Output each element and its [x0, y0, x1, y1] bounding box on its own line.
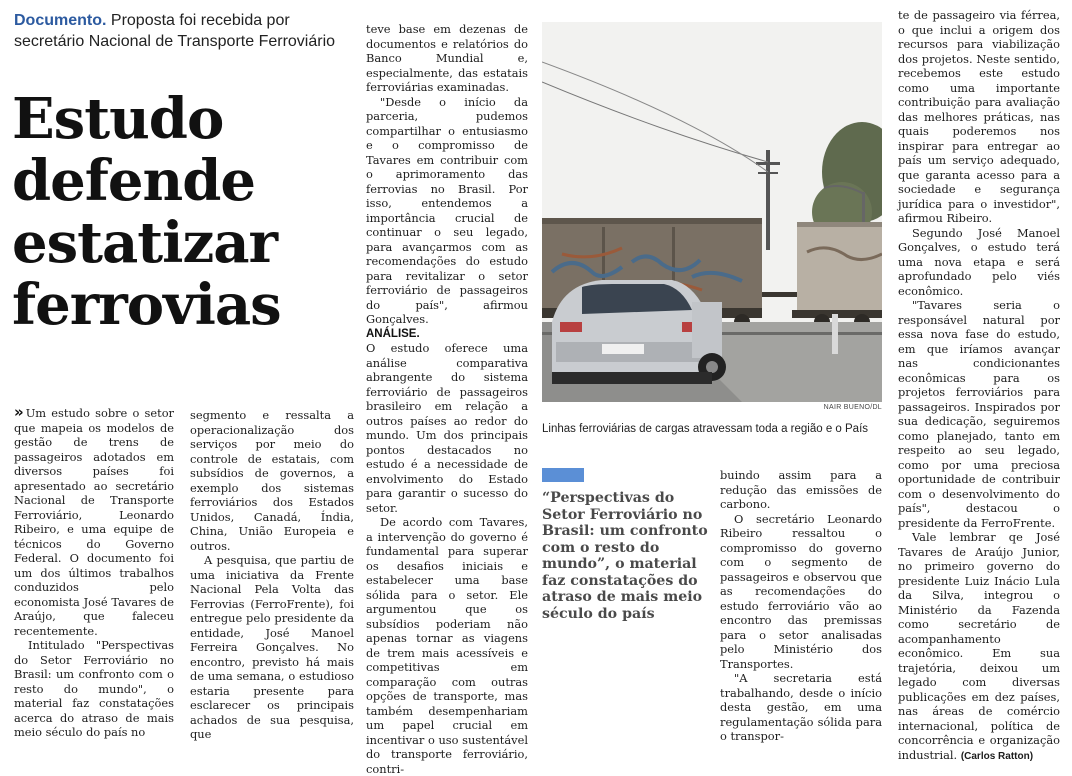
- col4-paragraph-3: "A secretaria está trabalhando, desde o início desta gestão, em uma regulamentação sólida para o transpor-: [720, 671, 882, 743]
- col5-paragraph-1: te de passageiro via férrea, o que inclui a origem dos recursos para viabilização dos projetos. Neste sentido, recebemos este estudo como uma importante contribuição para avaliação das melhores práticas, nas quais poderemos nos inspirar para entregar ao país um serviço adequado, que garanta acesso para a sociedade e segurança jurídica para o investidor", afirmou Ribeiro.: [898, 8, 1060, 225]
- photo-caption: Linhas ferroviárias de cargas atravessam toda a região e o País: [542, 423, 869, 435]
- article-column-1: [14, 405, 174, 740]
- subhead-analise: ANÁLISE.: [366, 327, 420, 340]
- col3-paragraph-4: De acordo com Tavares, a intervenção do governo é fundamental para superar os desafios iniciais e estabelecer uma base sólida para o setor. Ele argumentou que os subsídios poderiam não apenas tornar as viagens de trem mais acessíveis e competitivas em comparação com outras opções de transporte, mas também desempenhariam um papel crucial em incentivar o uso sustentável do transporte ferroviário, contri-: [366, 515, 528, 776]
- article-column-4: [720, 468, 882, 744]
- col3-paragraph-2: "Desde o início da parceria, pudemos compartilhar o entusiasmo e o compromisso de Tavares em contribuir com o aprimoramento das ferrovias no Brasil. Por isso, entendemos a importância crucial de continuar o seu legado, para avançarmos com as recomendações do estudo para revitalizar o setor ferroviário de passageiros do país", afirmou Gonçalves.: [366, 94, 528, 326]
- section-marker-icon: »: [14, 403, 24, 421]
- kicker-category: Documento.: [14, 12, 107, 29]
- col4-paragraph-2: O secretário Leonardo Ribeiro ressaltou o compromisso do governo com o segmento de passageiros e observou que as recomendações do estudo ferroviário vão ao encontro das premissas para o setor analisadas pelo Ministério dos Transportes.: [720, 511, 882, 671]
- article-column-3: [366, 22, 528, 776]
- col1-paragraph-1: Um estudo sobre o setor que mapeia os modelos de gestão de trens de passageiros adotados em diversos países foi apresentado ao secretário Nacional de Transporte Ferroviário, Leonardo Ribeiro, e uma equipe de técnicos do Governo Federal. O documento foi um dos últimos trabalhos conduzidos pelo economista José Tavares de Araújo, que faleceu recentemente.: [14, 406, 174, 638]
- pull-quote-accent-bar: [542, 468, 584, 482]
- pull-quote: “Perspectivas do Setor Ferroviário no Brasil: um confronto com o resto do mundo”, o material faz constatações do atraso de mais meio século do país: [542, 490, 708, 622]
- headline-line-4: ferrovias: [12, 272, 281, 338]
- kicker-text: Proposta foi recebida por secretário Nacional de Transporte Ferroviário: [14, 12, 336, 50]
- railway-crossing-photo: [542, 22, 882, 402]
- headline-line-2: defende: [12, 148, 256, 214]
- col4-paragraph-1: buindo assim para a redução das emissões de carbono.: [720, 468, 882, 511]
- news-photo: [542, 22, 882, 402]
- article-column-5: [898, 8, 1060, 764]
- col5-paragraph-2: Segundo José Manoel Gonçalves, o estudo terá uma nova etapa e será aprofundado pelo viés econômico.: [898, 225, 1060, 298]
- col3-paragraph-1: teve base em dezenas de documentos e relatórios do Banco Mundial e, especialmente, das estatais ferroviárias examinadas.: [366, 22, 528, 94]
- headline-line-1: Estudo: [12, 86, 224, 152]
- author-signature: (Carlos Ratton): [960, 750, 1034, 762]
- headline: [12, 88, 352, 336]
- col5-paragraph-3: "Tavares seria o responsável natural por essa nova fase do estudo, em que iríamos avançar nas condicionantes econômicas para os projetos ferroviários para passageiros. Inspirados por sua dedicação, seguiremos como planejado, tanto em respeito ao seu legado, como por uma preciosa oportunidade de contribuir com o desenvolvimento do país", destacou o presidente da FerroFrente.: [898, 298, 1060, 530]
- headline-line-3: estatizar: [12, 210, 278, 276]
- col3-paragraph-3: O estudo oferece uma análise comparativa abrangente do sistema ferroviário de passageiros brasileiro em relação a outros países ao redor do mundo. Um dos principais pontos destacados no estudo é a necessidade de envolvimento do Estado para garantir o sucesso do setor.: [366, 341, 528, 515]
- col1-paragraph-2: Intitulado "Perspectivas do Setor Ferroviário no Brasil: um confronto com o resto do mundo", o material faz constatações acerca do atraso de mais meio século do país no: [14, 638, 174, 739]
- pull-quote-box: [542, 468, 712, 622]
- col5-paragraph-4: Vale lembrar qe José Tavares de Araújo Junior, no primeiro governo do presidente Luiz Inácio Lula da Silva, integrou o Ministério da Fazenda como secretário de acompanhamento econômico. Em sua trajetória, deixou um legado com diversas publicações em dez países, nas áreas de comércio internacional, política de concorrência e organização industrial.: [898, 530, 1060, 762]
- article-column-2: [190, 408, 354, 742]
- photo-credit: NAIR BUENO/DL: [823, 404, 882, 411]
- col2-paragraph-2: A pesquisa, que partiu de uma iniciativa da Frente Nacional Pela Volta das Ferrovias (FerroFrente), foi entregue pelo presidente da entidade, José Manoel Ferreira Gonçalves. No encontro, previsto há mais de uma semana, o estudioso estaria presente para esclarecer os principais achados de sua pesquisa, que: [190, 553, 354, 741]
- col2-paragraph-1: segmento e ressalta a operacionalização dos serviços por meio do controle de estatais, com subsídios de governos, a exemplo dos sistemas ferroviários dos Estados Unidos, Canadá, Índia, China, União Europeia e outros.: [190, 408, 354, 553]
- kicker: [14, 10, 354, 52]
